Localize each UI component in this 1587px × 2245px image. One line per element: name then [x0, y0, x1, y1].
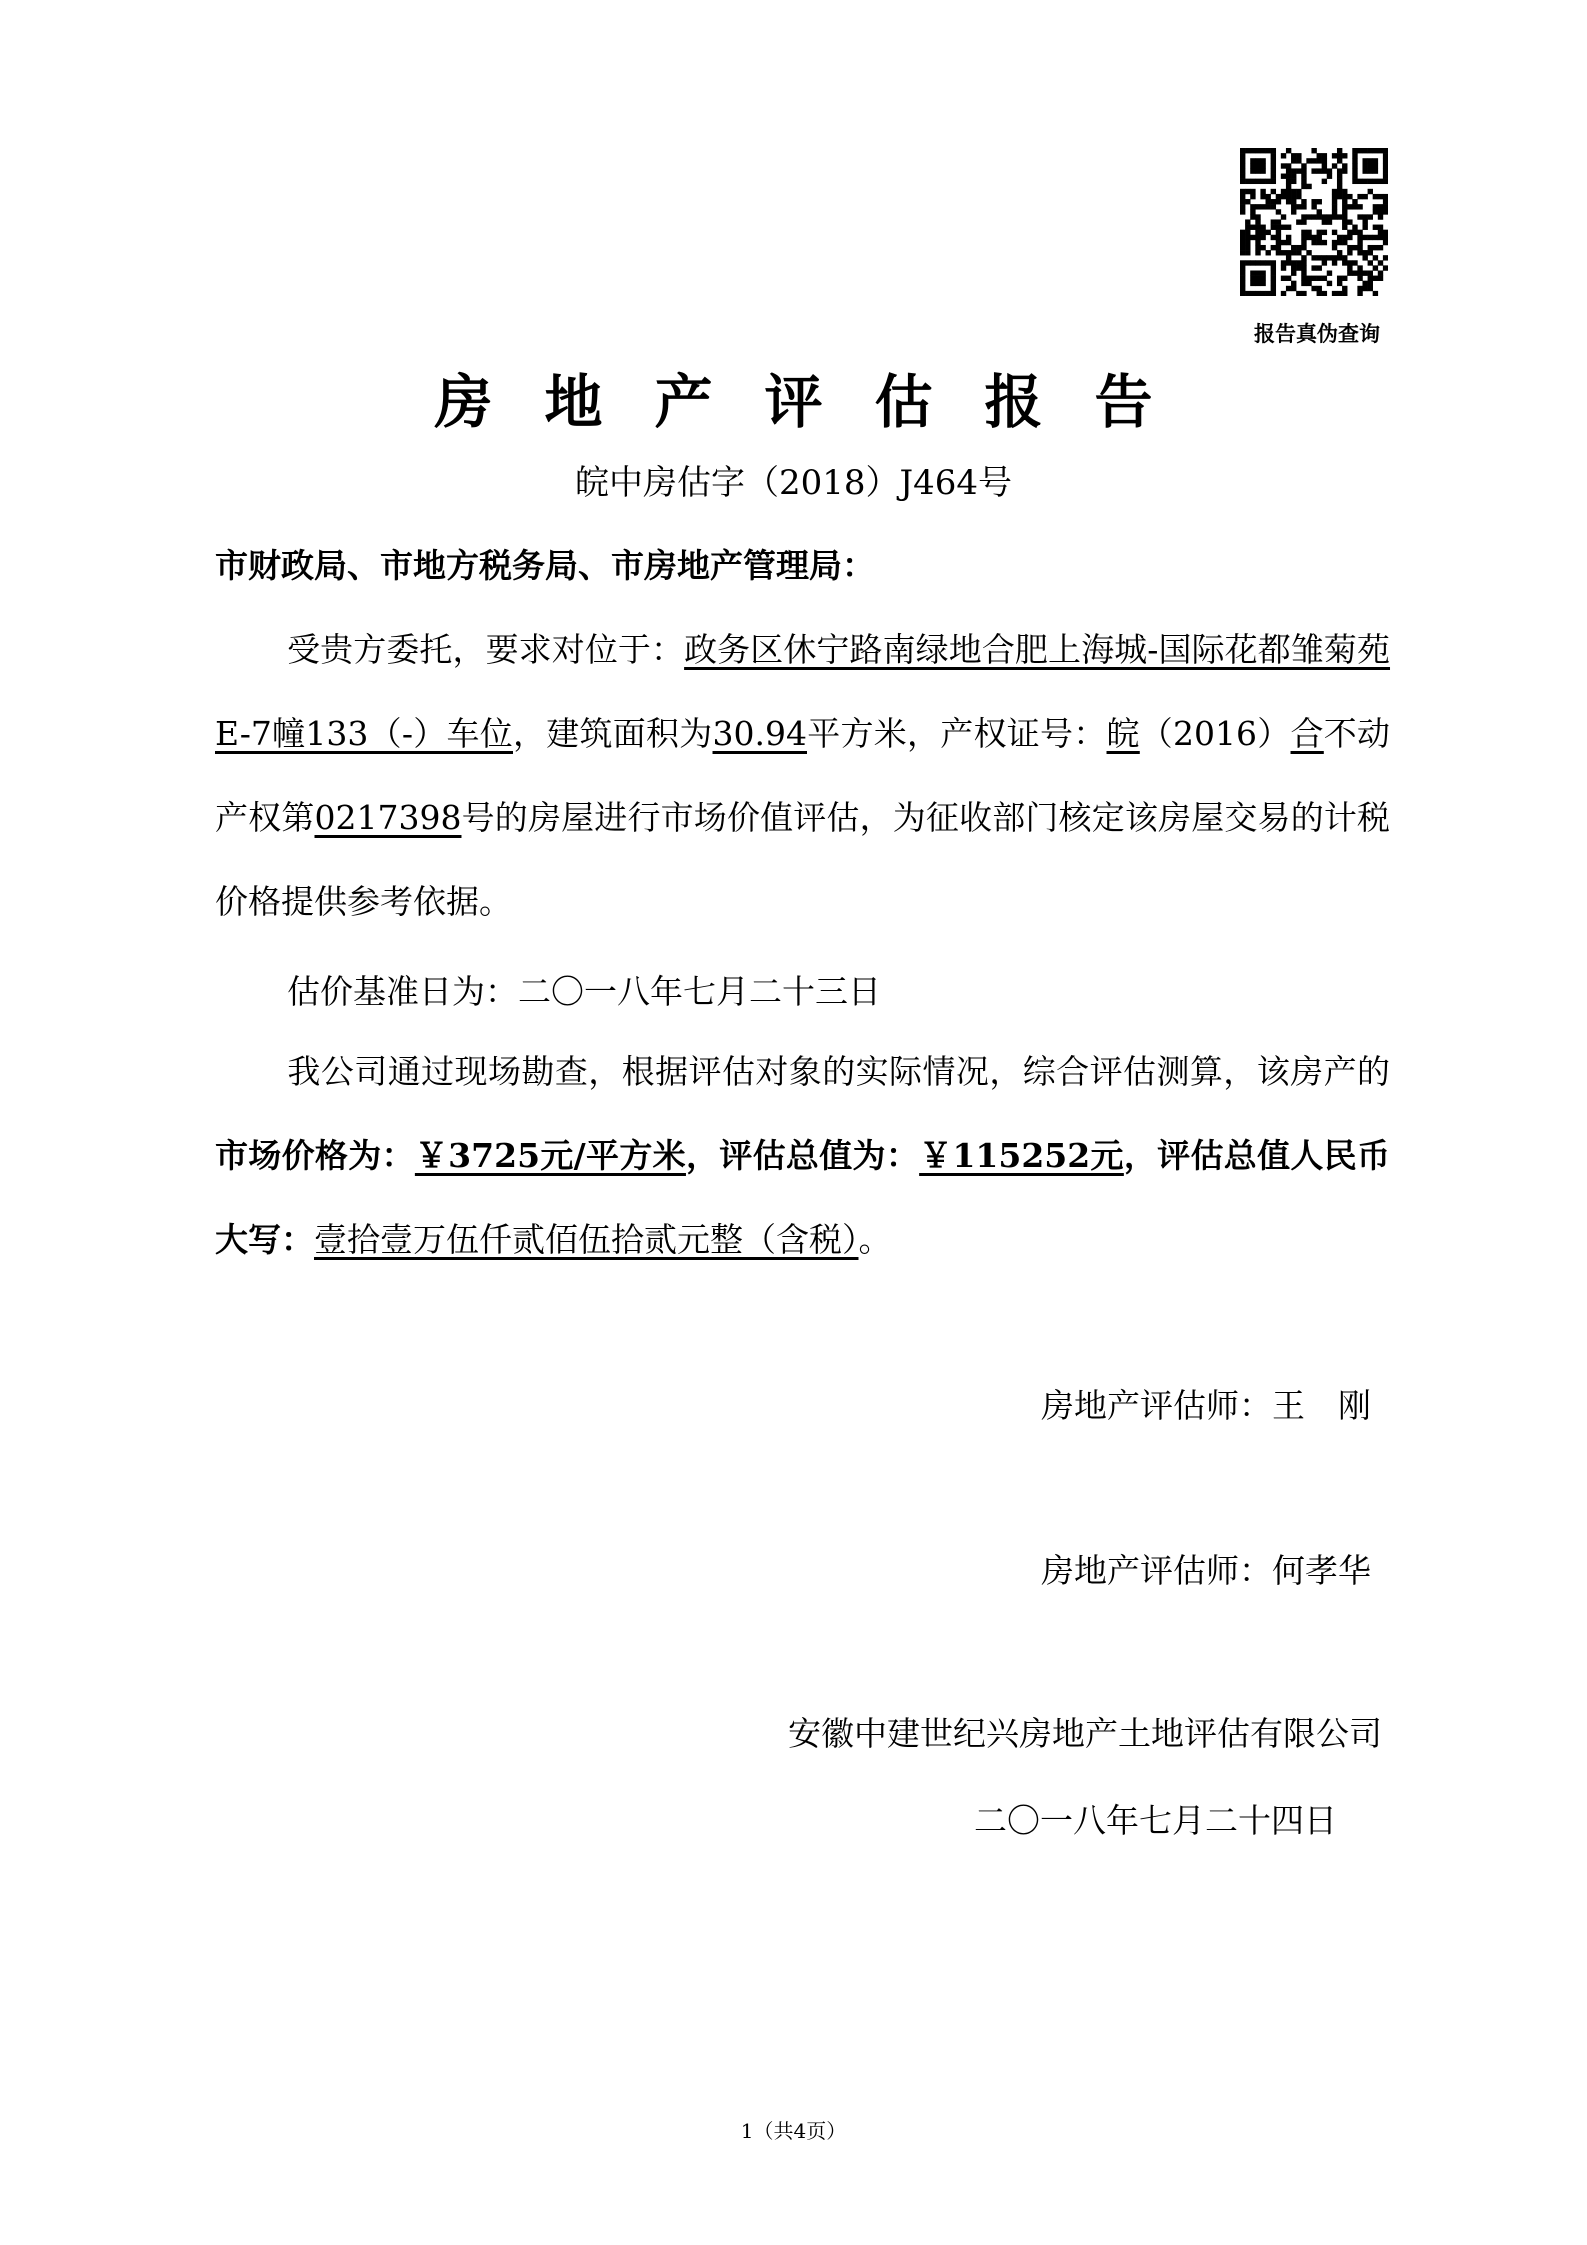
market-price-label: 市场价格为：	[215, 1136, 415, 1175]
p1-after-location: ，建筑面积为	[513, 714, 713, 753]
report-date: 二〇一八年七月二十四日	[974, 1801, 1337, 1840]
qr-code-image	[1240, 148, 1388, 296]
building-area: 30.94	[712, 714, 807, 753]
page-footer: 1（共4页）	[740, 2119, 847, 2143]
document-title: 房地产评估报告	[434, 368, 1205, 436]
valuation-date: 估价基准日为：二〇一八年七月二十三日	[287, 972, 881, 1011]
property-location: 政务区休宁路南绿地合肥上海城-国际花都雏菊苑E-7幢133（-）车位	[215, 630, 1391, 753]
rmb-capital-label: 评估总值人民币大写：	[215, 1136, 1391, 1259]
result-paragraph	[215, 1030, 1390, 1282]
total-value: ￥115252元	[919, 1136, 1124, 1175]
cert-mid: 不动产权第	[215, 714, 1391, 837]
appraiser-1-signature: 房地产评估师：王 刚	[1041, 1386, 1371, 1425]
company-name: 安徽中建世纪兴房地产土地评估有限公司	[788, 1714, 1382, 1753]
cert-number: 0217398	[314, 798, 462, 837]
result-end: 。	[858, 1220, 892, 1259]
addressee: 市财政局、市地方税务局、市房地产管理局：	[215, 546, 875, 585]
valuation-date-paragraph	[215, 950, 1390, 1034]
p1-tail: 号的房屋进行市场价值评估，为征收部门核定该房屋交易的计税价格提供参考依据。	[215, 798, 1391, 921]
qr-verify-label: 报告真伪查询	[1254, 322, 1380, 346]
rmb-capital-value: 壹拾壹万伍仟贰佰伍拾贰元整（含税）	[314, 1220, 859, 1259]
total-value-label: ，评估总值为：	[685, 1136, 920, 1175]
document-number: 皖中房估字（2018）J464号	[574, 463, 1013, 503]
cert-year: （2016）	[1139, 714, 1291, 753]
comma: ，	[1123, 1136, 1158, 1175]
p3-lead: 我公司通过现场勘查，根据评估对象的实际情况，综合评估测算，该房产的	[287, 1052, 1390, 1091]
p1-lead: 受贵方委托，要求对位于：	[287, 630, 685, 669]
appraiser-2-signature: 房地产评估师：何孝华	[1041, 1551, 1371, 1590]
market-price-value: ￥3725元/平方米	[414, 1136, 686, 1175]
cert-city: 合	[1290, 714, 1324, 753]
p1-after-area: 平方米，产权证号：	[807, 714, 1107, 753]
commission-paragraph	[215, 608, 1390, 944]
cert-prefix: 皖	[1106, 714, 1140, 753]
